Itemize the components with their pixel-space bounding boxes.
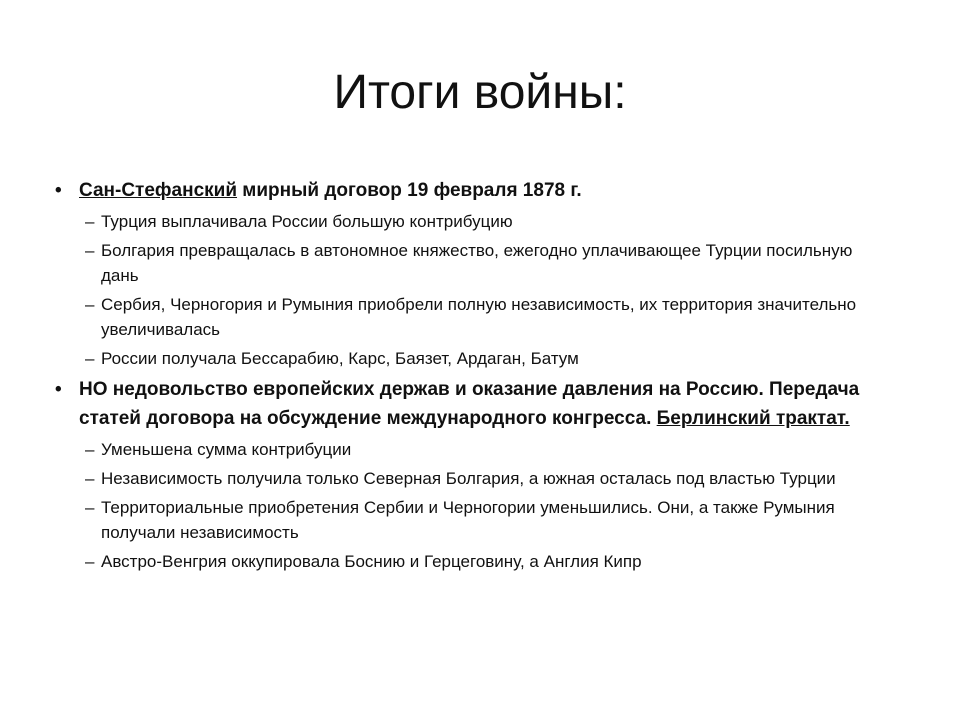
- dash-icon: –: [85, 469, 95, 488]
- san-stefano-link[interactable]: Сан-Стефанский: [79, 180, 238, 201]
- bullet-text: мирный договор 19 февраля 1878 г.: [237, 180, 582, 201]
- dash-icon: –: [85, 498, 95, 517]
- bullet-text: НО недовольство европейских держав и оказание давления на Россию. Передача статей договора на обсуждение международного конгресса.: [79, 379, 860, 429]
- sub-item-text: Территориальные приобретения Сербии и Черногории уменьшились. Они, а также Румыния получали независимость: [101, 498, 835, 542]
- sub-item-text: Независимость получила только Северная Болгария, а южная осталась под властью Турции: [101, 469, 836, 488]
- sub-item-text: Турция выплачивала России большую контрибуцию: [101, 212, 513, 231]
- bullet-icon: •: [55, 379, 62, 400]
- bullet-item-berlin: [55, 375, 875, 433]
- dash-icon: –: [85, 552, 95, 571]
- dash-icon: –: [85, 349, 95, 368]
- sub-item-text: Уменьшена сумма контрибуции: [101, 440, 352, 459]
- sub-item-text: Австро-Венгрия оккупировала Боснию и Герцеговину, а Англия Кипр: [101, 552, 642, 571]
- dash-icon: –: [85, 212, 95, 231]
- sub-item: [55, 495, 875, 545]
- dash-icon: –: [85, 440, 95, 459]
- dash-icon: –: [85, 295, 95, 314]
- sub-item-text: России получала Бессарабию, Карс, Баязет, Ардаган, Батум: [101, 349, 579, 368]
- slide-title: Итоги войны:: [333, 66, 627, 119]
- sub-item-text: Сербия, Черногория и Румыния приобрели полную независимость, их территория значительно увеличивалась: [101, 295, 857, 339]
- berlin-treaty-link[interactable]: Берлинский трактат.: [656, 408, 850, 429]
- sub-item: [55, 437, 875, 462]
- sub-item-text: Болгария превращалась в автономное княжество, ежегодно уплачивающее Турции посильную дань: [101, 241, 853, 285]
- sub-item: [55, 549, 875, 574]
- sub-item: [55, 292, 875, 342]
- bullet-item-san-stefano: [55, 176, 875, 205]
- sub-item: [55, 238, 875, 288]
- sub-item: [55, 466, 875, 491]
- sub-item: [55, 346, 875, 371]
- sub-item: [55, 209, 875, 234]
- dash-icon: –: [85, 241, 95, 260]
- bullet-icon: •: [55, 180, 62, 201]
- bullet-list: [55, 176, 875, 578]
